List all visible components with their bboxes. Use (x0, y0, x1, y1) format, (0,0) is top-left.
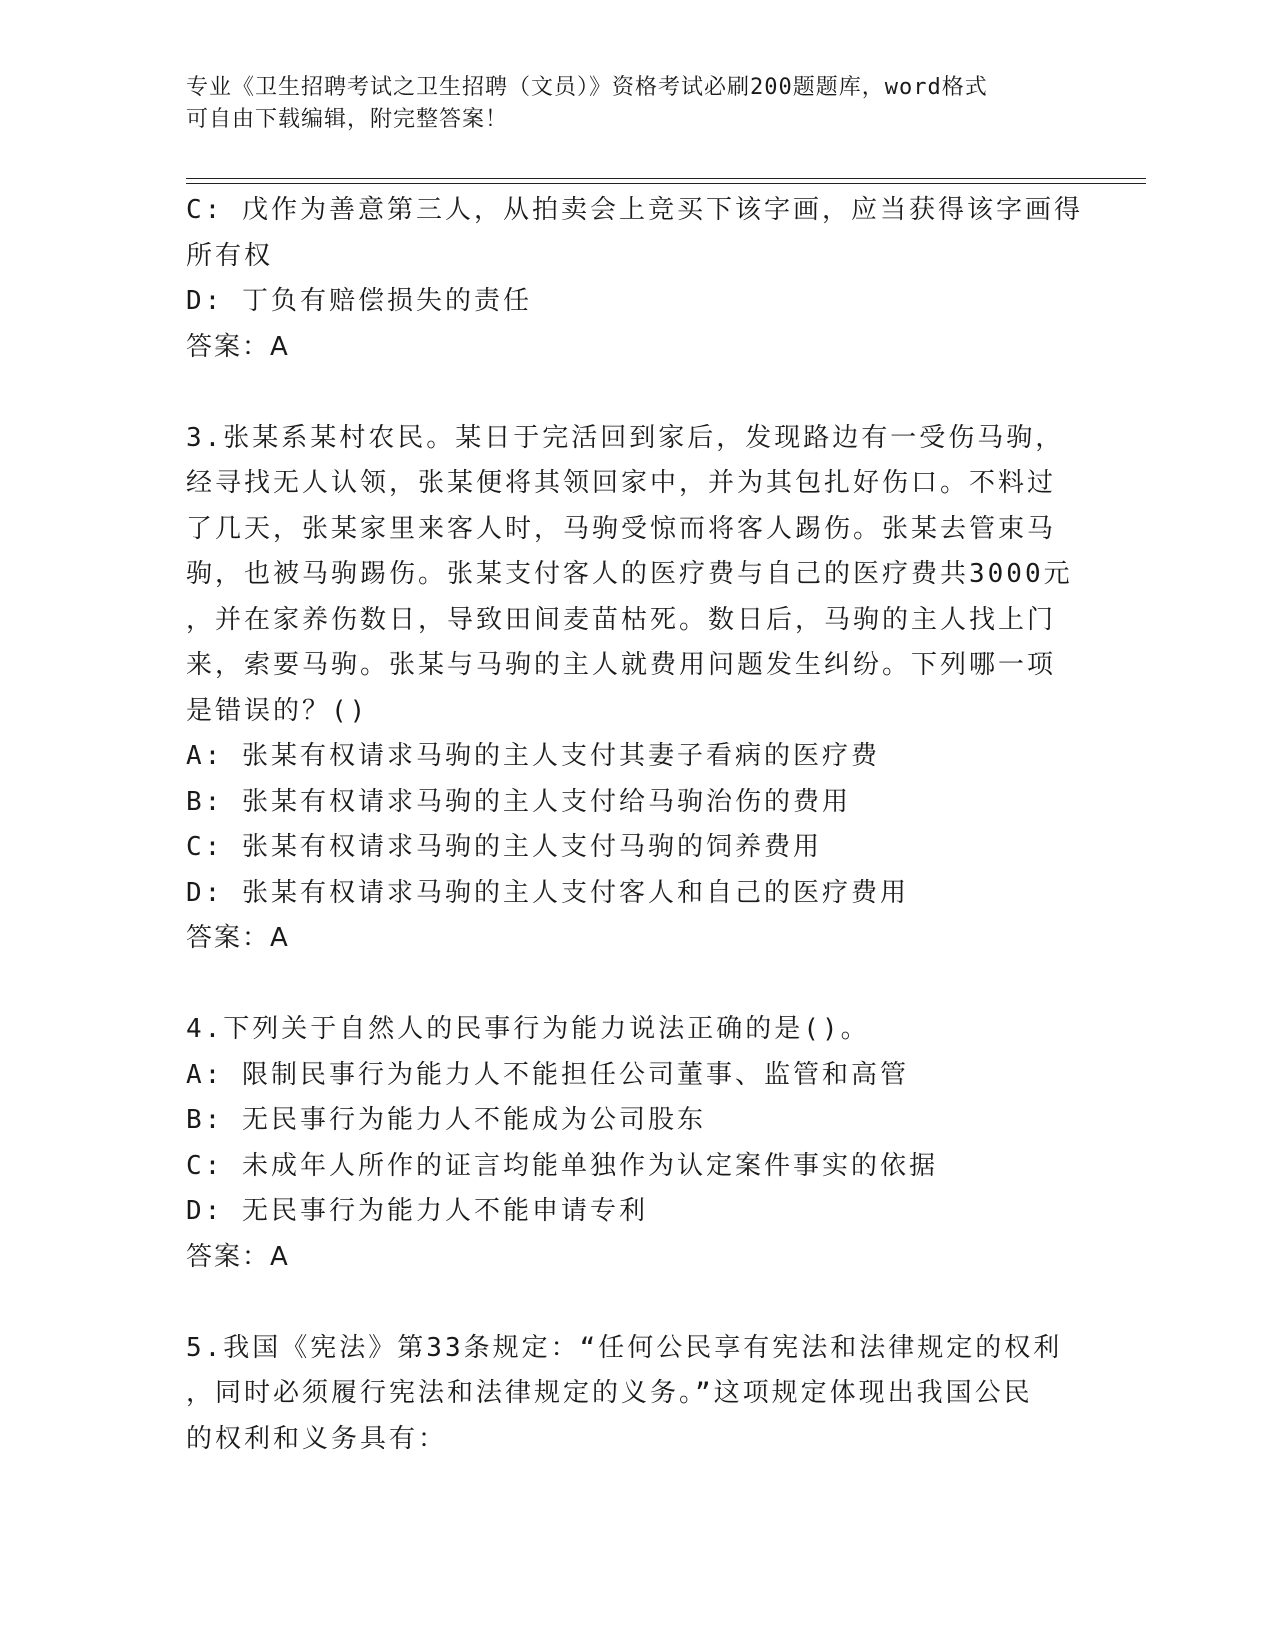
answer-line: 答案：A (186, 331, 290, 362)
question-stem-line: 3.张某系某村农民。某日于完活回到家后，发现路边有一受伤马驹， (186, 422, 1065, 453)
option-d: D: 无民事行为能力人不能申请专利 (186, 1196, 648, 1226)
document-header (186, 72, 1086, 136)
question-stem-line: 了几天，张某家里来客人时，马驹受惊而将客人踢伤。张某去管束马 (186, 513, 1057, 544)
option-a: A: 限制民事行为能力人不能担任公司董事、监管和高管 (186, 1059, 909, 1090)
question-stem-line: 4.下列关于自然人的民事行为能力说法正确的是()。 (186, 1014, 870, 1044)
header-divider-bottom (186, 183, 1146, 184)
option-c-continued: 所有权 (186, 240, 274, 271)
spacer (186, 1280, 1086, 1326)
question-4 (186, 1007, 1086, 1280)
answer-line: 答案：A (186, 923, 290, 953)
question-stem-line: 5.我国《宪法》第33条规定：“任何公民享有宪法和法律规定的权利 (186, 1332, 1063, 1363)
question-stem-line: ，同时必须履行宪法和法律规定的义务。”这项规定体现出我国公民 (186, 1378, 1033, 1408)
option-d: D: 张某有权请求马驹的主人支付客人和自己的医疗费用 (186, 877, 909, 908)
spacer (186, 370, 1086, 416)
question-5 (186, 1326, 1086, 1463)
option-c: C: 张某有权请求马驹的主人支付马驹的饲养费用 (186, 832, 822, 862)
question-stem-line: 驹，也被马驹踢伤。张某支付客人的医疗费与自己的医疗费共3000元 (186, 559, 1073, 589)
option-b: B: 张某有权请求马驹的主人支付给马驹治伤的费用 (186, 786, 851, 817)
question-2-tail (186, 188, 1086, 370)
answer-line: 答案：A (186, 1241, 290, 1272)
question-3 (186, 416, 1086, 962)
option-c: C: 戊作为善意第三人，从拍卖会上竞买下该字画，应当获得该字画得 (186, 195, 1083, 225)
option-b: B: 无民事行为能力人不能成为公司股东 (186, 1105, 706, 1135)
option-d: D: 丁负有赔偿损失的责任 (186, 286, 532, 316)
question-stem-line: 来，索要马驹。张某与马驹的主人就费用问题发生纠纷。下列哪一项 (186, 650, 1057, 680)
question-stem-line: ，并在家养伤数日，导致田间麦苗枯死。数日后，马驹的主人找上门 (186, 604, 1057, 635)
document-body (186, 188, 1086, 1462)
option-c: C: 未成年人所作的证言均能单独作为认定案件事实的依据 (186, 1150, 938, 1181)
option-a: A: 张某有权请求马驹的主人支付其妻子看病的医疗费 (186, 741, 880, 771)
header-divider-top (186, 178, 1146, 179)
question-stem-line: 是错误的？() (186, 695, 369, 726)
header-title-line-1: 专业《卫生招聘考试之卫生招聘（文员）》资格考试必刷200题题库，word格式 (186, 75, 988, 100)
question-stem-line: 的权利和义务具有： (186, 1423, 448, 1454)
question-stem-line: 经寻找无人认领，张某便将其领回家中，并为其包扎好伤口。不料过 (186, 468, 1057, 498)
spacer (186, 962, 1086, 1008)
header-title-line-2: 可自由下载编辑，附完整答案！ (186, 107, 509, 132)
